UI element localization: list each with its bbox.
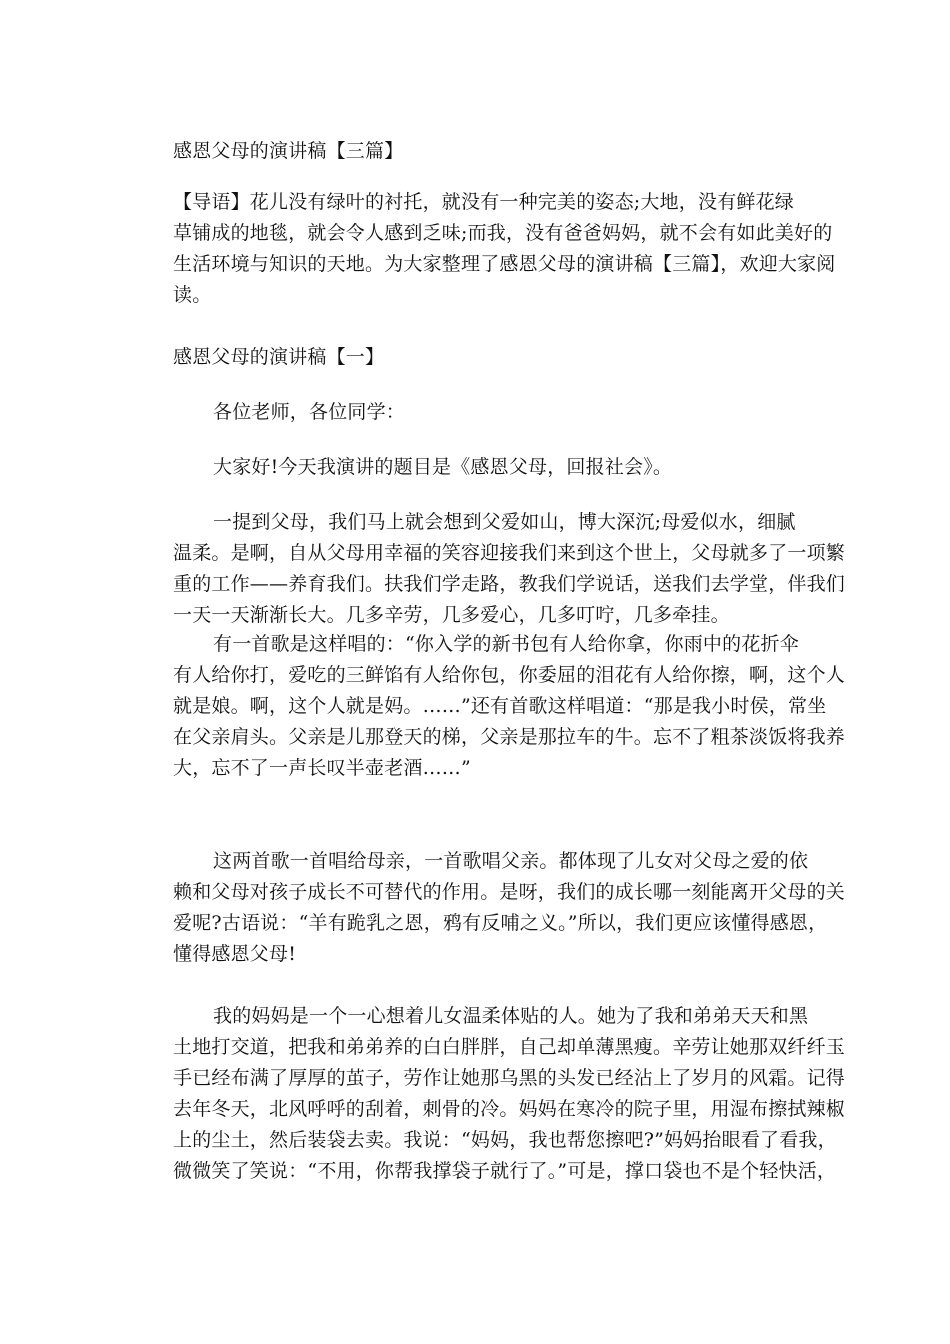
paragraph-line: 温柔。是啊，自从父母用幸福的笑容迎接我们来到这个世上，父母就多了一项繁 <box>173 542 846 564</box>
paragraph-line: 大，忘不了一声长叹半壶老酒……” <box>173 757 471 779</box>
paragraph-2 <box>173 629 846 784</box>
paragraph-4 <box>173 1001 846 1187</box>
section-title <box>173 342 823 373</box>
paragraph-line: 重的工作——养育我们。扶我们学走路，教我们学说话，送我们去学堂，伴我们 <box>173 573 846 595</box>
title-line: 感恩父母的演讲稿【三篇】 <box>173 140 404 162</box>
intro-line: 【导语】花儿没有绿叶的衬托，就没有一种完美的姿态;大地，没有鲜花绿 <box>173 191 795 213</box>
paragraph-line: 爱呢?古语说：“羊有跪乳之恩，鸦有反哺之义。”所以，我们更应该懂得感恩， <box>173 912 828 934</box>
paragraph-line: 有人给你打，爱吃的三鲜馅有人给你包，你委屈的泪花有人给你擦，啊，这个人 <box>173 664 846 686</box>
paragraph-line: 懂得感恩父母! <box>173 943 297 965</box>
paragraph-line: 赖和父母对孩子成长不可替代的作用。是呀，我们的成长哪一刻能离开父母的关 <box>173 881 846 903</box>
paragraph-line: 手已经布满了厚厚的茧子，劳作让她那乌黑的头发已经沾上了岁月的风霜。记得 <box>173 1067 846 1089</box>
paragraph-3 <box>173 846 846 970</box>
document-title <box>173 136 823 167</box>
paragraph-line: 一天一天渐渐长大。几多辛劳，几多爱心，几多叮咛，几多牵挂。 <box>173 604 730 626</box>
greeting-text: 各位老师，各位同学： <box>213 401 406 423</box>
paragraph-line: 就是娘。啊，这个人就是妈。……”还有首歌这样唱道：“那是我小时侯，常坐 <box>173 695 827 717</box>
paragraph-line: 上的尘土，然后装袋去卖。我说：“妈妈，我也帮您擦吧?”妈妈抬眼看了看我， <box>173 1129 837 1151</box>
intro-line: 草铺成的地毯，就会令人感到乏味;而我，没有爸爸妈妈，就不会有如此美好的 <box>173 222 833 244</box>
paragraph-line: 我的妈妈是一个一心想着儿女温柔体贴的人。她为了我和弟弟天天和黑 <box>213 1005 809 1027</box>
intro-line: 生活环境与知识的天地。为大家整理了感恩父母的演讲稿【三篇】，欢迎大家阅 <box>173 253 836 275</box>
paragraph-line: 微微笑了笑说：“不用，你帮我撑袋子就行了。”可是，撑口袋也不是个轻快活， <box>173 1160 837 1182</box>
section-title-line: 感恩父母的演讲稿【一】 <box>173 346 385 368</box>
greeting-line <box>213 397 863 428</box>
paragraph-1 <box>173 507 846 631</box>
intro-line: 读。 <box>173 284 212 306</box>
paragraph-line: 在父亲肩头。父亲是儿那登天的梯，父亲是那拉车的牛。忘不了粗茶淡饭将我养 <box>173 726 846 748</box>
intro-paragraph <box>173 187 836 311</box>
paragraph-line: 去年冬天，北风呼呼的刮着，刺骨的冷。妈妈在寒冷的院子里，用湿布擦拭辣椒 <box>173 1098 846 1120</box>
paragraph-line: 有一首歌是这样唱的：“你入学的新书包有人给你拿，你雨中的花折伞 <box>213 633 799 655</box>
paragraph-line: 这两首歌一首唱给母亲，一首歌唱父亲。都体现了儿女对父母之爱的依 <box>213 850 809 872</box>
opening-text: 大家好!今天我演讲的题目是《感恩父母，回报社会》。 <box>213 456 673 478</box>
opening-line <box>213 452 863 483</box>
paragraph-line: 土地打交道，把我和弟弟养的白白胖胖，自己却单薄黑瘦。辛劳让她那双纤纤玉 <box>173 1036 846 1058</box>
paragraph-line: 一提到父母，我们马上就会想到父爱如山，博大深沉;母爱似水，细腻 <box>213 511 796 533</box>
